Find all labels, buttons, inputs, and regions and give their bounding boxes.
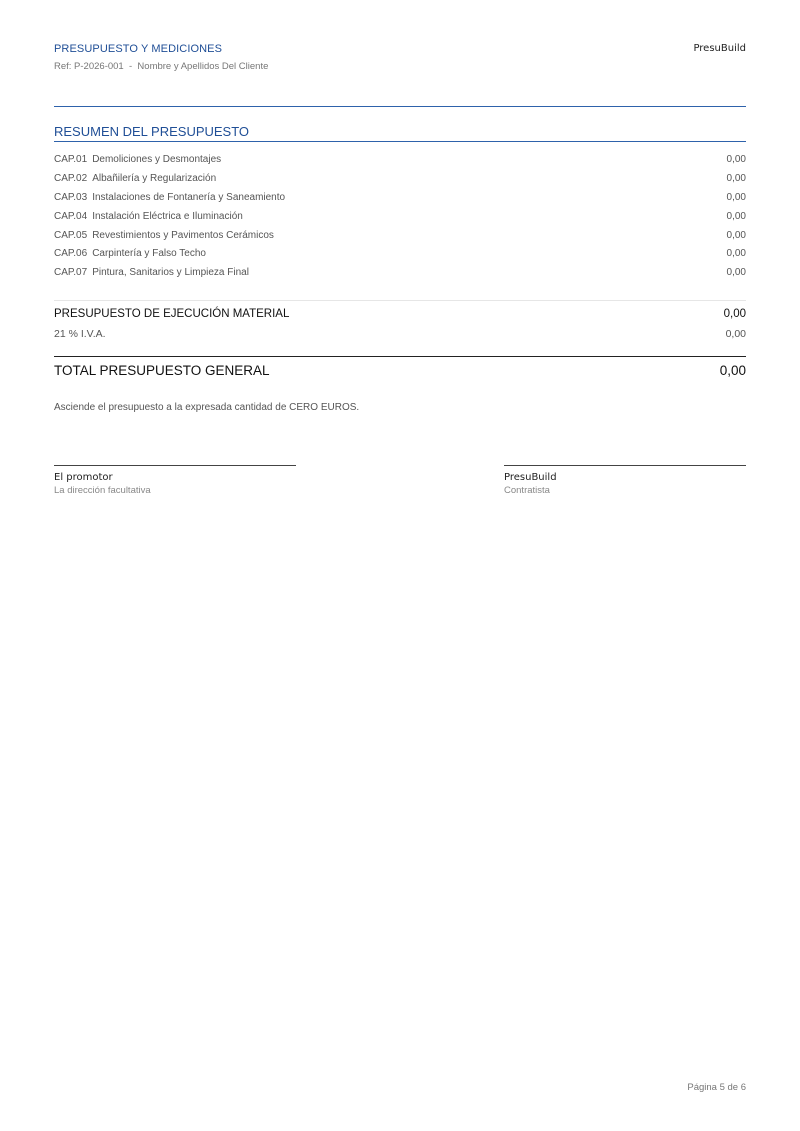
chapter-value: 0,00 — [726, 153, 746, 165]
page-number: Página 5 de 6 — [687, 1082, 746, 1093]
signature-name: PresuBuild — [504, 472, 557, 483]
signature-role: La dirección facultativa — [54, 485, 151, 496]
signature-promoter — [54, 465, 296, 496]
chapter-name: Instalaciones de Fontanería y Saneamiento — [92, 191, 286, 203]
pem-value: 0,00 — [723, 308, 746, 320]
section-title: RESUMEN DEL PRESUPUESTO — [54, 124, 250, 139]
document-title: PRESUPUESTO Y MEDICIONES — [54, 43, 223, 55]
iva-row — [54, 328, 746, 340]
chapter-name: Revestimientos y Pavimentos Cerámicos — [92, 229, 274, 241]
signature-name: El promotor — [54, 472, 113, 483]
amount-in-words: Asciende el presupuesto a la expresada cantidad de CERO EUROS. — [54, 402, 360, 413]
chapter-label — [54, 211, 243, 222]
chapter-value: 0,00 — [726, 248, 746, 260]
chapter-value: 0,00 — [726, 267, 746, 279]
chapter-value: 0,00 — [726, 191, 746, 203]
chapter-name: Carpintería y Falso Techo — [92, 248, 206, 260]
section-divider — [54, 141, 746, 142]
document-page — [54, 0, 746, 1131]
chapter-label — [54, 267, 249, 278]
header-divider — [54, 106, 746, 107]
chapter-name: Demoliciones y Desmontajes — [92, 153, 222, 165]
chapter-list — [54, 150, 746, 282]
chapter-row — [54, 263, 746, 282]
pem-row — [54, 308, 746, 320]
total-label: TOTAL PRESUPUESTO GENERAL — [54, 363, 270, 378]
chapters-divider — [54, 300, 746, 301]
chapter-value: 0,00 — [726, 210, 746, 222]
chapter-code: CAP.01 — [54, 153, 88, 165]
total-row — [54, 363, 746, 378]
chapter-code: CAP.04 — [54, 210, 88, 222]
chapter-value: 0,00 — [726, 172, 746, 184]
brand-name: PresuBuild — [693, 43, 746, 54]
chapter-value: 0,00 — [726, 229, 746, 241]
chapter-row — [54, 188, 746, 207]
reference-line: Ref: P-2026-001 - Nombre y Apellidos Del Cliente — [54, 61, 269, 72]
total-divider — [54, 356, 746, 357]
pem-label: PRESUPUESTO DE EJECUCIÓN MATERIAL — [54, 308, 290, 320]
chapter-label — [54, 248, 206, 259]
chapter-row — [54, 244, 746, 263]
signature-line — [54, 465, 296, 466]
signature-role: Contratista — [504, 485, 550, 496]
chapter-code: CAP.07 — [54, 267, 88, 279]
chapter-label — [54, 230, 274, 241]
chapter-name: Pintura, Sanitarios y Limpieza Final — [92, 267, 249, 279]
chapter-code: CAP.06 — [54, 248, 88, 260]
iva-label: 21 % I.V.A. — [54, 328, 106, 340]
chapter-code: CAP.05 — [54, 229, 88, 241]
chapter-label — [54, 154, 221, 165]
chapter-row — [54, 226, 746, 245]
chapter-code: CAP.02 — [54, 172, 88, 184]
chapter-row — [54, 207, 746, 226]
iva-value: 0,00 — [725, 328, 746, 340]
chapter-name: Instalación Eléctrica e Iluminación — [92, 210, 243, 222]
chapter-label — [54, 192, 285, 203]
chapter-row — [54, 169, 746, 188]
total-value: 0,00 — [719, 363, 746, 378]
chapter-name: Albañilería y Regularización — [92, 172, 217, 184]
chapter-code: CAP.03 — [54, 191, 88, 203]
chapter-label — [54, 173, 216, 184]
signature-contractor — [504, 465, 746, 496]
chapter-row — [54, 150, 746, 169]
signature-line — [504, 465, 746, 466]
